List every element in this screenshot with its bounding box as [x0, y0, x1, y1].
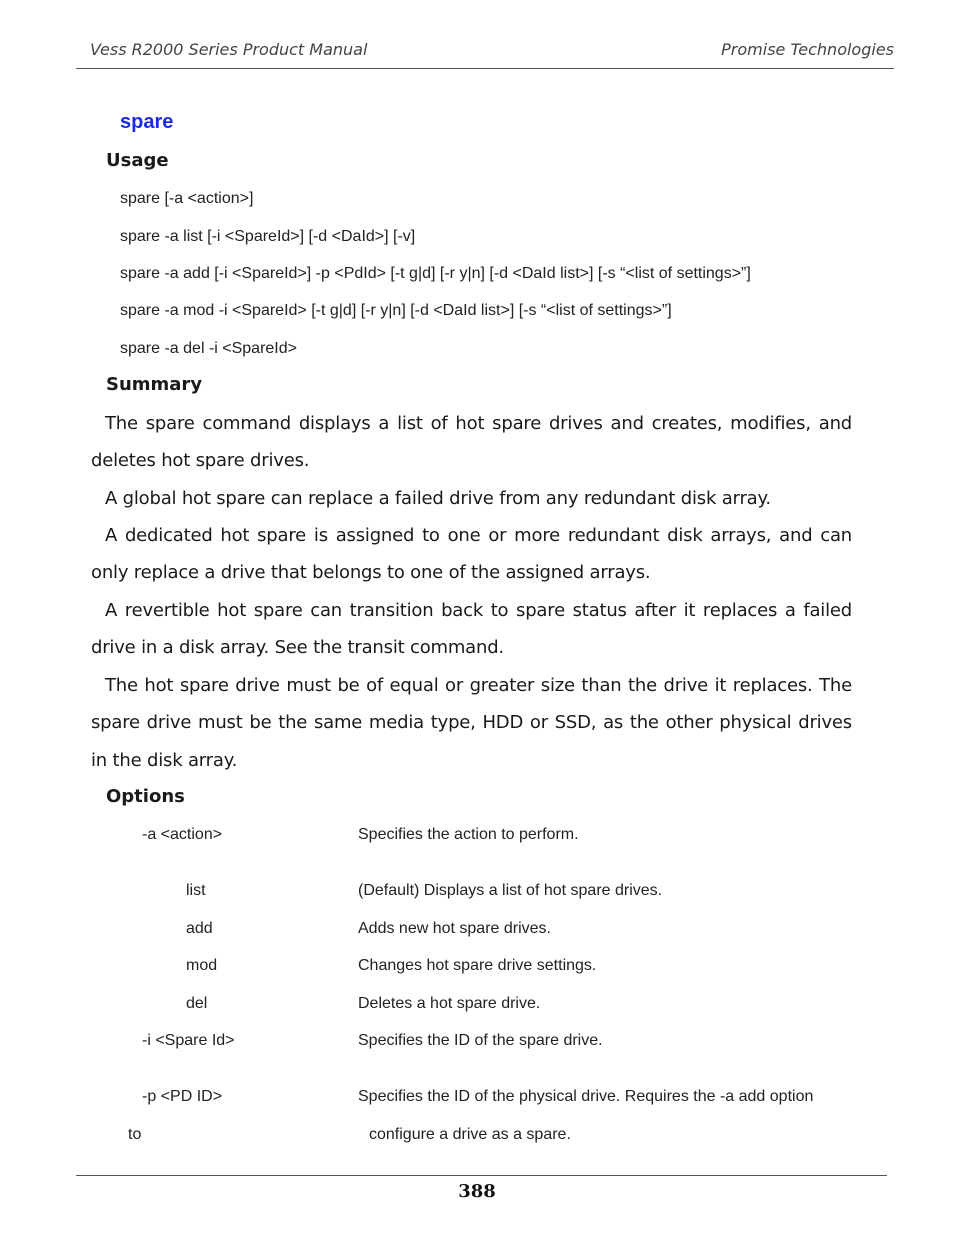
option-description: Specifies the ID of the spare drive. [358, 1032, 603, 1049]
option-name: mod [186, 957, 218, 974]
option-description: (Default) Displays a list of hot spare drives. [358, 882, 663, 899]
option-name: list [186, 882, 206, 899]
usage-heading: Usage [106, 150, 169, 171]
option-name: add [186, 920, 213, 937]
option-description: Specifies the ID of the physical drive. Requires the -a add option [358, 1088, 814, 1105]
option-description: Specifies the action to perform. [358, 826, 579, 843]
option-name: to [128, 1126, 142, 1143]
option-description: Deletes a hot spare drive. [358, 995, 541, 1012]
option-description: Adds new hot spare drives. [358, 920, 551, 937]
option-name: -p <PD ID> [142, 1088, 223, 1105]
summary-paragraph: A dedicated hot spare is assigned to one or more redundant disk arrays, and can only replace a drive that belongs to one of the assigned arrays. [91, 525, 852, 584]
summary-paragraph: A revertible hot spare can transition back to spare status after it replaces a failed drive in a disk array. See the transit command. [91, 600, 852, 659]
options-heading: Options [106, 786, 185, 807]
running-header-title: Vess R2000 Series Product Manual [90, 40, 368, 59]
usage-line: spare -a mod -i <SpareId> [-t g|d] [-r y|n] [-d <DaId list>] [-s “<list of settings>”] [120, 302, 672, 319]
summary-paragraph: The spare command displays a list of hot spare drives and creates, modifies, and deletes hot spare drives. [91, 413, 852, 472]
usage-line: spare -a add [-i <SpareId>] -p <PdId> [-t g|d] [-r y|n] [-d <DaId list>] [-s “<list of settings>”] [120, 265, 751, 282]
usage-line: spare [-a <action>] [120, 190, 254, 207]
footer-rule [76, 1175, 887, 1176]
usage-line: spare -a list [-i <SpareId>] [-d <DaId>] [-v] [120, 228, 416, 245]
option-description: configure a drive as a spare. [369, 1126, 571, 1143]
summary-paragraph: The hot spare drive must be of equal or greater size than the drive it replaces. The spare drive must be the same media type, HDD or SSD, as the other physical drives in the disk array. [91, 675, 852, 771]
section-title: spare [120, 111, 174, 133]
option-name: -i <Spare Id> [142, 1032, 235, 1049]
option-name: -a <action> [142, 826, 223, 843]
summary-heading: Summary [106, 374, 203, 395]
summary-paragraph: A global hot spare can replace a failed drive from any redundant disk array. [105, 488, 771, 509]
option-name: del [186, 995, 208, 1012]
option-description: Changes hot spare drive settings. [358, 957, 597, 974]
page-number: 388 [458, 1181, 496, 1202]
header-rule [76, 68, 894, 69]
usage-line: spare -a del -i <SpareId> [120, 340, 297, 357]
running-header-company: Promise Technologies [721, 40, 894, 59]
